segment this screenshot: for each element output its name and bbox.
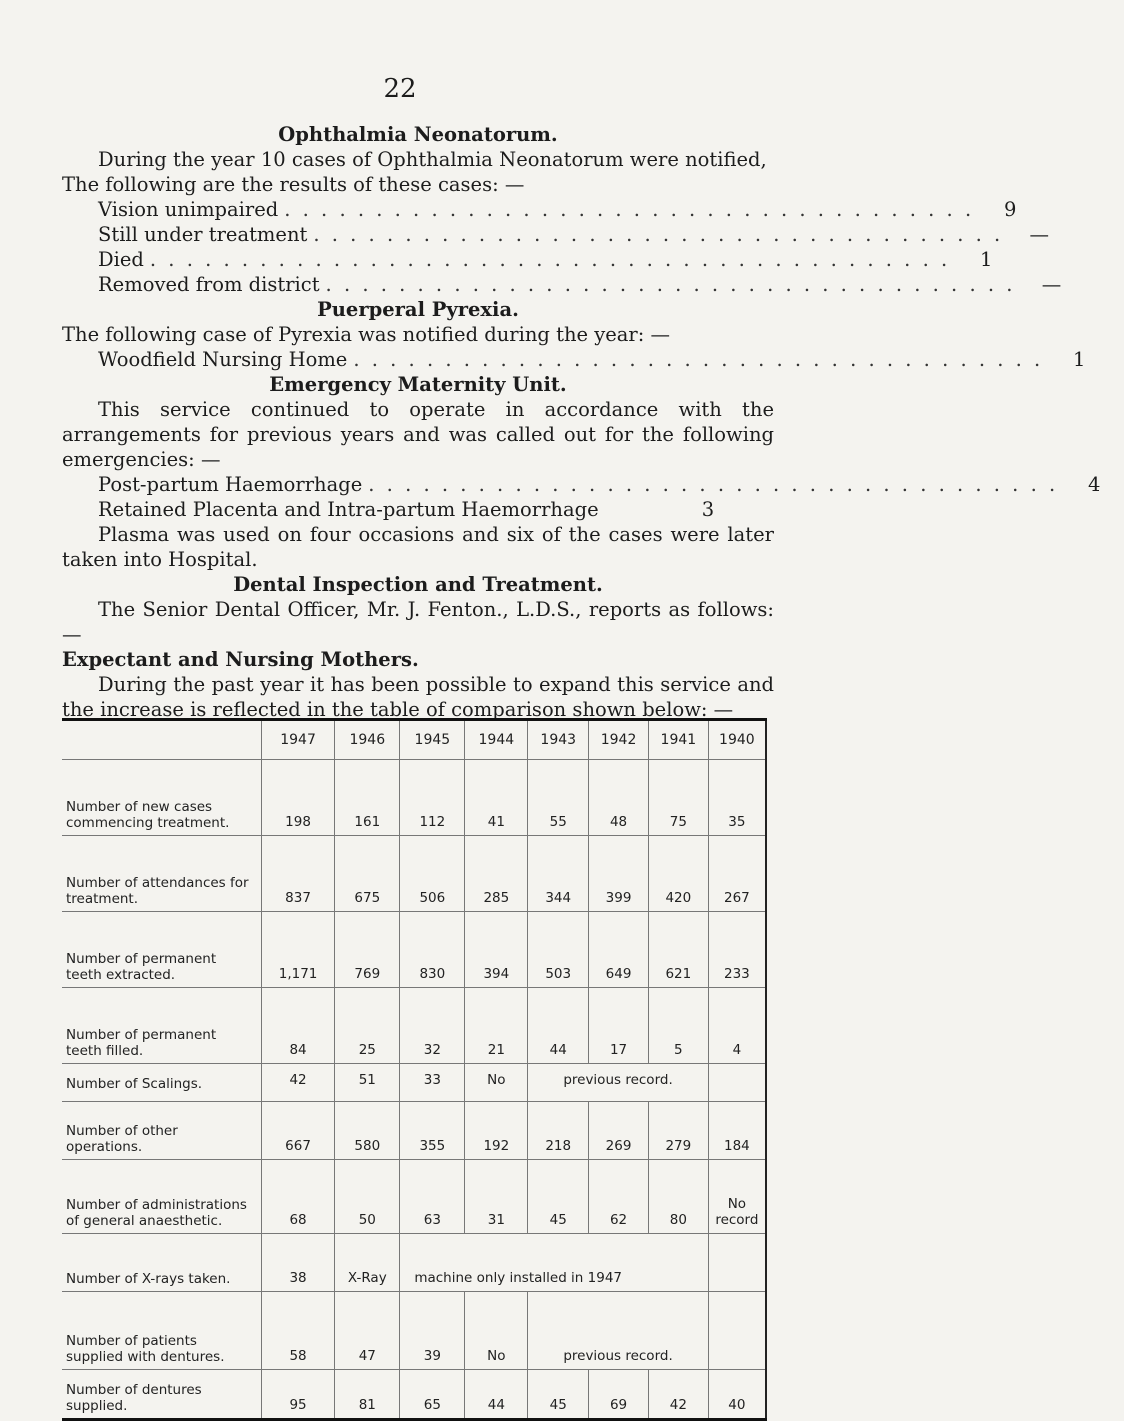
table-cell: 31 [465, 1160, 528, 1234]
table-cell: 95 [261, 1370, 334, 1420]
list-item: Died . . . . . . . . . . . . . . . . . . . . . . . . . . . . . . . . . . . . . . . . . . . . 1 [98, 248, 993, 271]
page-body [62, 122, 1101, 722]
dental-text: The Senior Dental Officer, Mr. J. Fenton., L.D.S., reports as follows: — [62, 598, 774, 646]
table-cell: 48 [589, 760, 649, 836]
table-row [62, 1102, 766, 1160]
section-title-expectant: Expectant and Nursing Mothers. [62, 648, 419, 671]
table-row [62, 1064, 766, 1102]
table-cell: 344 [528, 836, 589, 912]
emergency-text: This service continued to operate in accordance with the arrangements for previous years and was called out for the following emergencies: — [62, 398, 774, 471]
table-cell: No [465, 1292, 528, 1370]
table-cell: 506 [400, 836, 465, 912]
table-cell: 39 [400, 1292, 465, 1370]
page-number: 22 [383, 74, 417, 104]
table-cell: 1,171 [261, 912, 334, 988]
header-year: 1947 [261, 720, 334, 760]
table-cell: 40 [708, 1370, 766, 1420]
row-label: Number of other operations. [62, 1102, 261, 1160]
list-item: Vision unimpaired . . . . . . . . . . . . . . . . . . . . . . . . . . . . . . . . . . . . . . 9 [98, 198, 1017, 221]
header-year: 1944 [465, 720, 528, 760]
row-label: Number of dentures supplied. [62, 1370, 261, 1420]
table-cell: 621 [648, 912, 708, 988]
table-cell: 285 [465, 836, 528, 912]
table-cell: 198 [261, 760, 334, 836]
expectant-text: During the past year it has been possible to expand this service and the increase is reflected in the table of comparison shown below: — [62, 673, 774, 721]
row-label: Number of attendances for treatment. [62, 836, 261, 912]
table-cell: 675 [335, 836, 400, 912]
section-title-ophthalmia: Ophthalmia Neonatorum. [278, 123, 558, 146]
table-row [62, 836, 766, 912]
table-cell: 80 [648, 1160, 708, 1234]
table-row [62, 1292, 766, 1370]
table-cell: No [465, 1064, 528, 1102]
header-year: 1940 [708, 720, 766, 760]
table-cell: 51 [335, 1064, 400, 1102]
row-label: Number of patients supplied with dentures. [62, 1292, 261, 1370]
row-label: Number of administrations of general anaesthetic. [62, 1160, 261, 1234]
pyrexia-list [62, 347, 1086, 372]
table-cell: 32 [400, 988, 465, 1064]
emergency-list [62, 472, 1101, 522]
table-cell: 233 [708, 912, 766, 988]
table-cell: 269 [589, 1102, 649, 1160]
table-cell: 68 [261, 1160, 334, 1234]
row-label: Number of new cases commencing treatment. [62, 760, 261, 836]
table-cell: 112 [400, 760, 465, 836]
table-cell: 75 [648, 760, 708, 836]
table-cell: 830 [400, 912, 465, 988]
table-cell: 503 [528, 912, 589, 988]
section-title-dental: Dental Inspection and Treatment. [233, 573, 603, 596]
table-cell: 279 [648, 1102, 708, 1160]
table-cell: No record [708, 1160, 766, 1234]
table-row [62, 1370, 766, 1420]
pyrexia-intro: The following case of Pyrexia was notified during the year: — [62, 323, 671, 346]
table-cell: 649 [589, 912, 649, 988]
row-label: Number of permanent teeth extracted. [62, 912, 261, 988]
table-cell: 42 [261, 1064, 334, 1102]
row-label: Number of permanent teeth filled. [62, 988, 261, 1064]
table-cell: 184 [708, 1102, 766, 1160]
table-cell: 41 [465, 760, 528, 836]
section-title-emergency: Emergency Maternity Unit. [269, 373, 567, 396]
table-cell: 161 [335, 760, 400, 836]
table-cell: 218 [528, 1102, 589, 1160]
table-cell: 45 [528, 1160, 589, 1234]
header-year: 1941 [648, 720, 708, 760]
table-cell: 667 [261, 1102, 334, 1160]
table-cell: 69 [589, 1370, 649, 1420]
comparison-table [62, 718, 767, 1421]
table-row [62, 1160, 766, 1234]
table-row [62, 1234, 766, 1292]
table-note-cell: previous record. [528, 1064, 708, 1102]
list-item: Woodfield Nursing Home . . . . . . . . . . . . . . . . . . . . . . . . . . . . . . . . . . . . . . 1 [98, 348, 1086, 371]
table-cell: 47 [335, 1292, 400, 1370]
table-cell: 42 [648, 1370, 708, 1420]
table-row [62, 760, 766, 836]
ophthalmia-results-line: The following are the results of these cases: — [62, 173, 525, 196]
table-cell: 50 [335, 1160, 400, 1234]
row-label: Number of Scalings. [62, 1064, 261, 1102]
table-cell: 45 [528, 1370, 589, 1420]
section-title-pyrexia: Puerperal Pyrexia. [317, 298, 519, 321]
table-cell: 399 [589, 836, 649, 912]
table-cell: 580 [335, 1102, 400, 1160]
table-cell: 355 [400, 1102, 465, 1160]
table-row [62, 988, 766, 1064]
plasma-text: Plasma was used on four occasions and six of the cases were later taken into Hospital. [62, 523, 774, 571]
table-cell-empty [708, 1234, 766, 1292]
ophthalmia-results-list [62, 197, 1062, 297]
header-blank [62, 720, 261, 760]
ophthalmia-intro: During the year 10 cases of Ophthalmia Neonatorum were notified, [98, 148, 767, 171]
table-cell: 38 [261, 1234, 334, 1292]
table-cell: 837 [261, 836, 334, 912]
table-cell: 65 [400, 1370, 465, 1420]
list-item: Removed from district . . . . . . . . . . . . . . . . . . . . . . . . . . . . . . . . . . . . . . — [98, 273, 1062, 296]
table-cell: 192 [465, 1102, 528, 1160]
table-cell: 4 [708, 988, 766, 1064]
table-cell: 44 [528, 988, 589, 1064]
list-item: Still under treatment . . . . . . . . . . . . . . . . . . . . . . . . . . . . . . . . . . . . . . — [98, 223, 1049, 246]
table-header-row [62, 720, 766, 760]
table-cell: 769 [335, 912, 400, 988]
header-year: 1943 [528, 720, 589, 760]
table-cell: X-Ray [335, 1234, 400, 1292]
table-row [62, 912, 766, 988]
table-cell: 17 [589, 988, 649, 1064]
table-cell: 5 [648, 988, 708, 1064]
row-label: Number of X-rays taken. [62, 1234, 261, 1292]
table-note-cell: machine only installed in 1947 [400, 1234, 708, 1292]
table-cell-empty [708, 1292, 766, 1370]
list-item: Post-partum Haemorrhage . . . . . . . . . . . . . . . . . . . . . . . . . . . . . . . . . . . . . . 4 [98, 473, 1101, 496]
table-cell: 55 [528, 760, 589, 836]
header-year: 1942 [589, 720, 649, 760]
table-note-cell: previous record. [528, 1292, 708, 1370]
header-year: 1946 [335, 720, 400, 760]
table-cell-empty [708, 1064, 766, 1102]
table-cell: 267 [708, 836, 766, 912]
table-cell: 394 [465, 912, 528, 988]
table-cell: 25 [335, 988, 400, 1064]
table-cell: 420 [648, 836, 708, 912]
table-cell: 84 [261, 988, 334, 1064]
table-cell: 62 [589, 1160, 649, 1234]
table-cell: 44 [465, 1370, 528, 1420]
table-cell: 58 [261, 1292, 334, 1370]
table-cell: 33 [400, 1064, 465, 1102]
table-cell: 63 [400, 1160, 465, 1234]
list-item: Retained Placenta and Intra-partum Haemorrhage 3 [98, 498, 715, 521]
table-cell: 81 [335, 1370, 400, 1420]
table-cell: 21 [465, 988, 528, 1064]
table-cell: 35 [708, 760, 766, 836]
header-year: 1945 [400, 720, 465, 760]
